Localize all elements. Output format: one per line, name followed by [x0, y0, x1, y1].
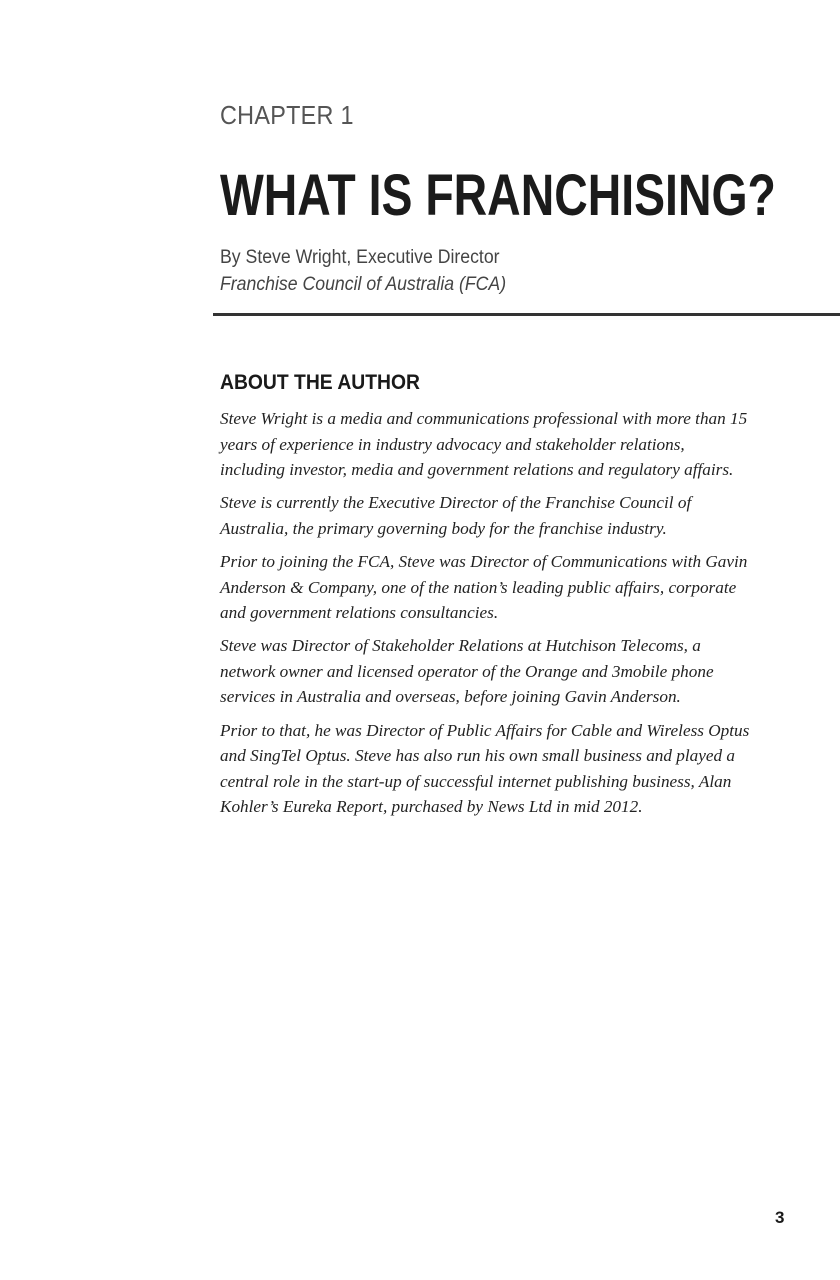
byline [220, 244, 506, 298]
chapter-title: WHAT IS FRANCHISING? [220, 163, 776, 228]
author-organization: Franchise Council of Australia (FCA) [220, 274, 507, 295]
chapter-label: CHAPTER 1 [220, 100, 354, 130]
bio-paragraph: Prior to joining the FCA, Steve was Director of Communications with Gavin Anderson & Company, one of the nation’s leading public affairs, corporate and government relations consultancies. [220, 551, 748, 623]
author-bio [220, 406, 750, 827]
bio-paragraph: Prior to that, he was Director of Public Affairs for Cable and Wireless Optus and SingTel Optus. Steve has also run his own small business and played a central role in the start-up of successful internet publishing business, Alan Kohler’s Eureka Report, purchased by News Ltd in mid 2012. [220, 720, 750, 817]
bio-paragraph: Steve is currently the Executive Director of the Franchise Council of Australia, the primary governing body for the franchise industry. [220, 493, 692, 538]
page-number: 3 [775, 1208, 785, 1227]
header-divider [213, 313, 840, 316]
about-author-heading: ABOUT THE AUTHOR [220, 371, 420, 394]
author-line: By Steve Wright, Executive Director [220, 247, 500, 268]
bio-paragraph: Steve Wright is a media and communications professional with more than 15 years of experience in industry advocacy and stakeholder relations, including investor, media and government relations and regulatory affairs. [220, 409, 748, 480]
bio-paragraph: Steve was Director of Stakeholder Relations at Hutchison Telecoms, a network owner and licensed operator of the Orange and 3mobile phone services in Australia and overseas, before joining Gavin Anderson. [220, 636, 714, 707]
